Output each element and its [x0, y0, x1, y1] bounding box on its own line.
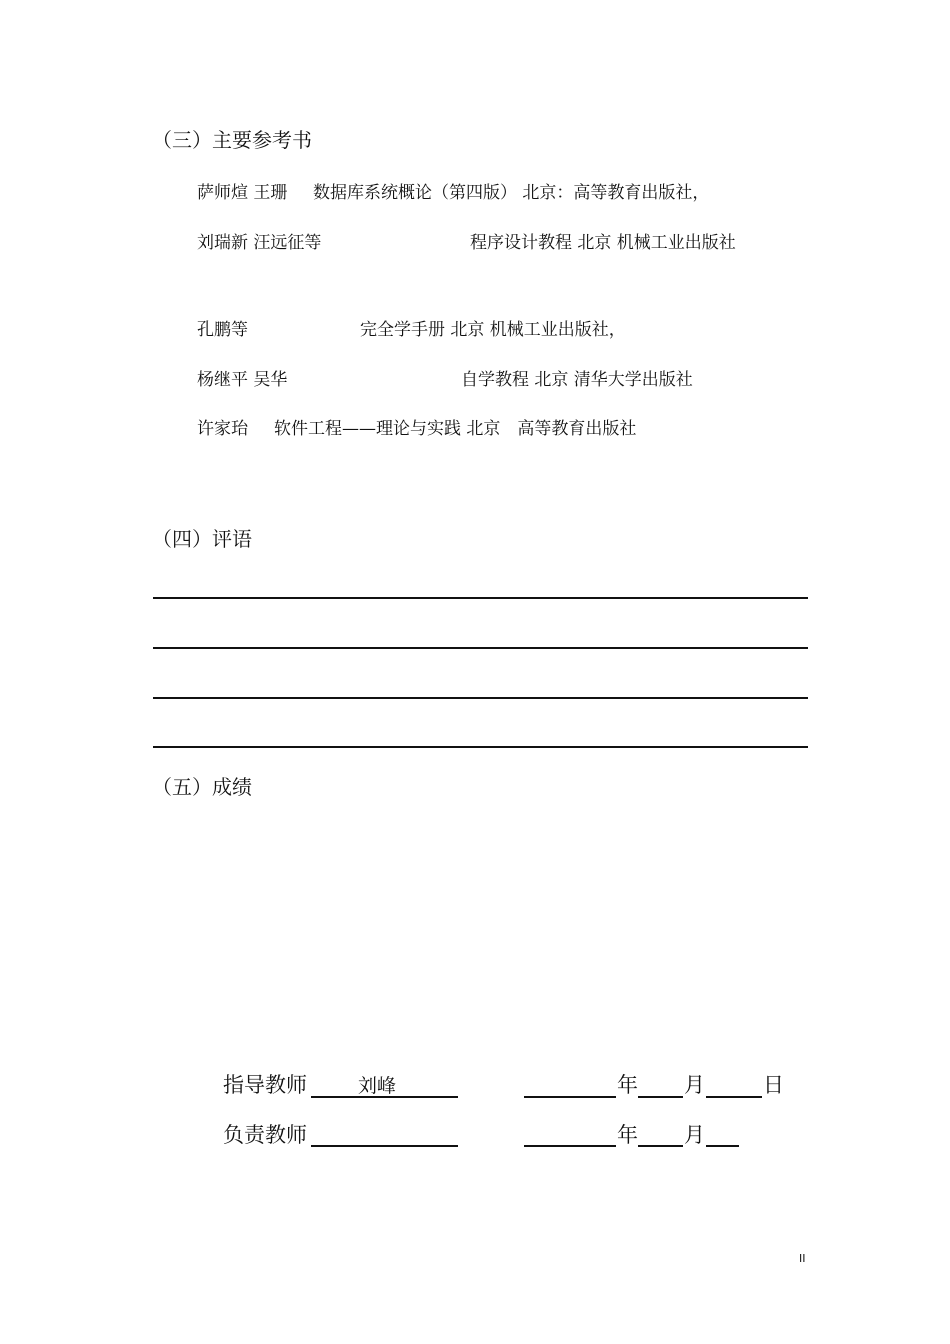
advisor-signature-line: [311, 1096, 458, 1098]
ref-3-book: 完全学手册 北京 机械工业出版社，: [360, 320, 626, 340]
advisor-year-label: 年: [617, 1073, 638, 1097]
ref-1-author: 萨师煊 王珊: [197, 183, 288, 203]
responsible-label: 负责教师: [223, 1123, 307, 1147]
page-number: II: [799, 1252, 806, 1265]
ref-4-book: 自学教程 北京 清华大学出版社: [461, 370, 693, 390]
ref-5-book: 软件工程——理论与实践 北京 高等教育出版社: [274, 419, 637, 439]
advisor-day-label: 日: [763, 1073, 784, 1097]
responsible-month-line: [638, 1145, 683, 1147]
responsible-month-label: 月: [684, 1123, 705, 1147]
section5-title: （五）成绩: [152, 775, 252, 799]
advisor-month-line: [638, 1096, 683, 1098]
advisor-name: 刘峰: [358, 1075, 397, 1097]
responsible-signature-line: [311, 1145, 458, 1147]
ref-2-book: 程序设计教程 北京 机械工业出版社: [470, 233, 736, 253]
ref-1-book: 数据库系统概论（第四版） 北京：高等教育出版社，: [313, 183, 710, 203]
ref-2-author: 刘瑞新 汪远征等: [197, 233, 322, 253]
comment-line-2: [153, 647, 808, 649]
section3-title: （三）主要参考书: [152, 128, 312, 152]
responsible-year-label: 年: [617, 1123, 638, 1147]
responsible-day-line: [706, 1145, 739, 1147]
advisor-day-line: [706, 1096, 762, 1098]
section4-title: （四）评语: [152, 527, 252, 551]
comment-line-3: [153, 697, 808, 699]
comment-line-1: [153, 597, 808, 599]
comment-line-4: [153, 746, 808, 748]
responsible-year-line: [524, 1145, 616, 1147]
advisor-year-line: [524, 1096, 616, 1098]
advisor-label: 指导教师: [223, 1073, 307, 1097]
ref-4-author: 杨继平 吴华: [197, 370, 288, 390]
ref-3-author: 孔鹏等: [197, 320, 248, 340]
advisor-month-label: 月: [684, 1073, 705, 1097]
ref-5-author: 许家珆: [197, 419, 248, 439]
